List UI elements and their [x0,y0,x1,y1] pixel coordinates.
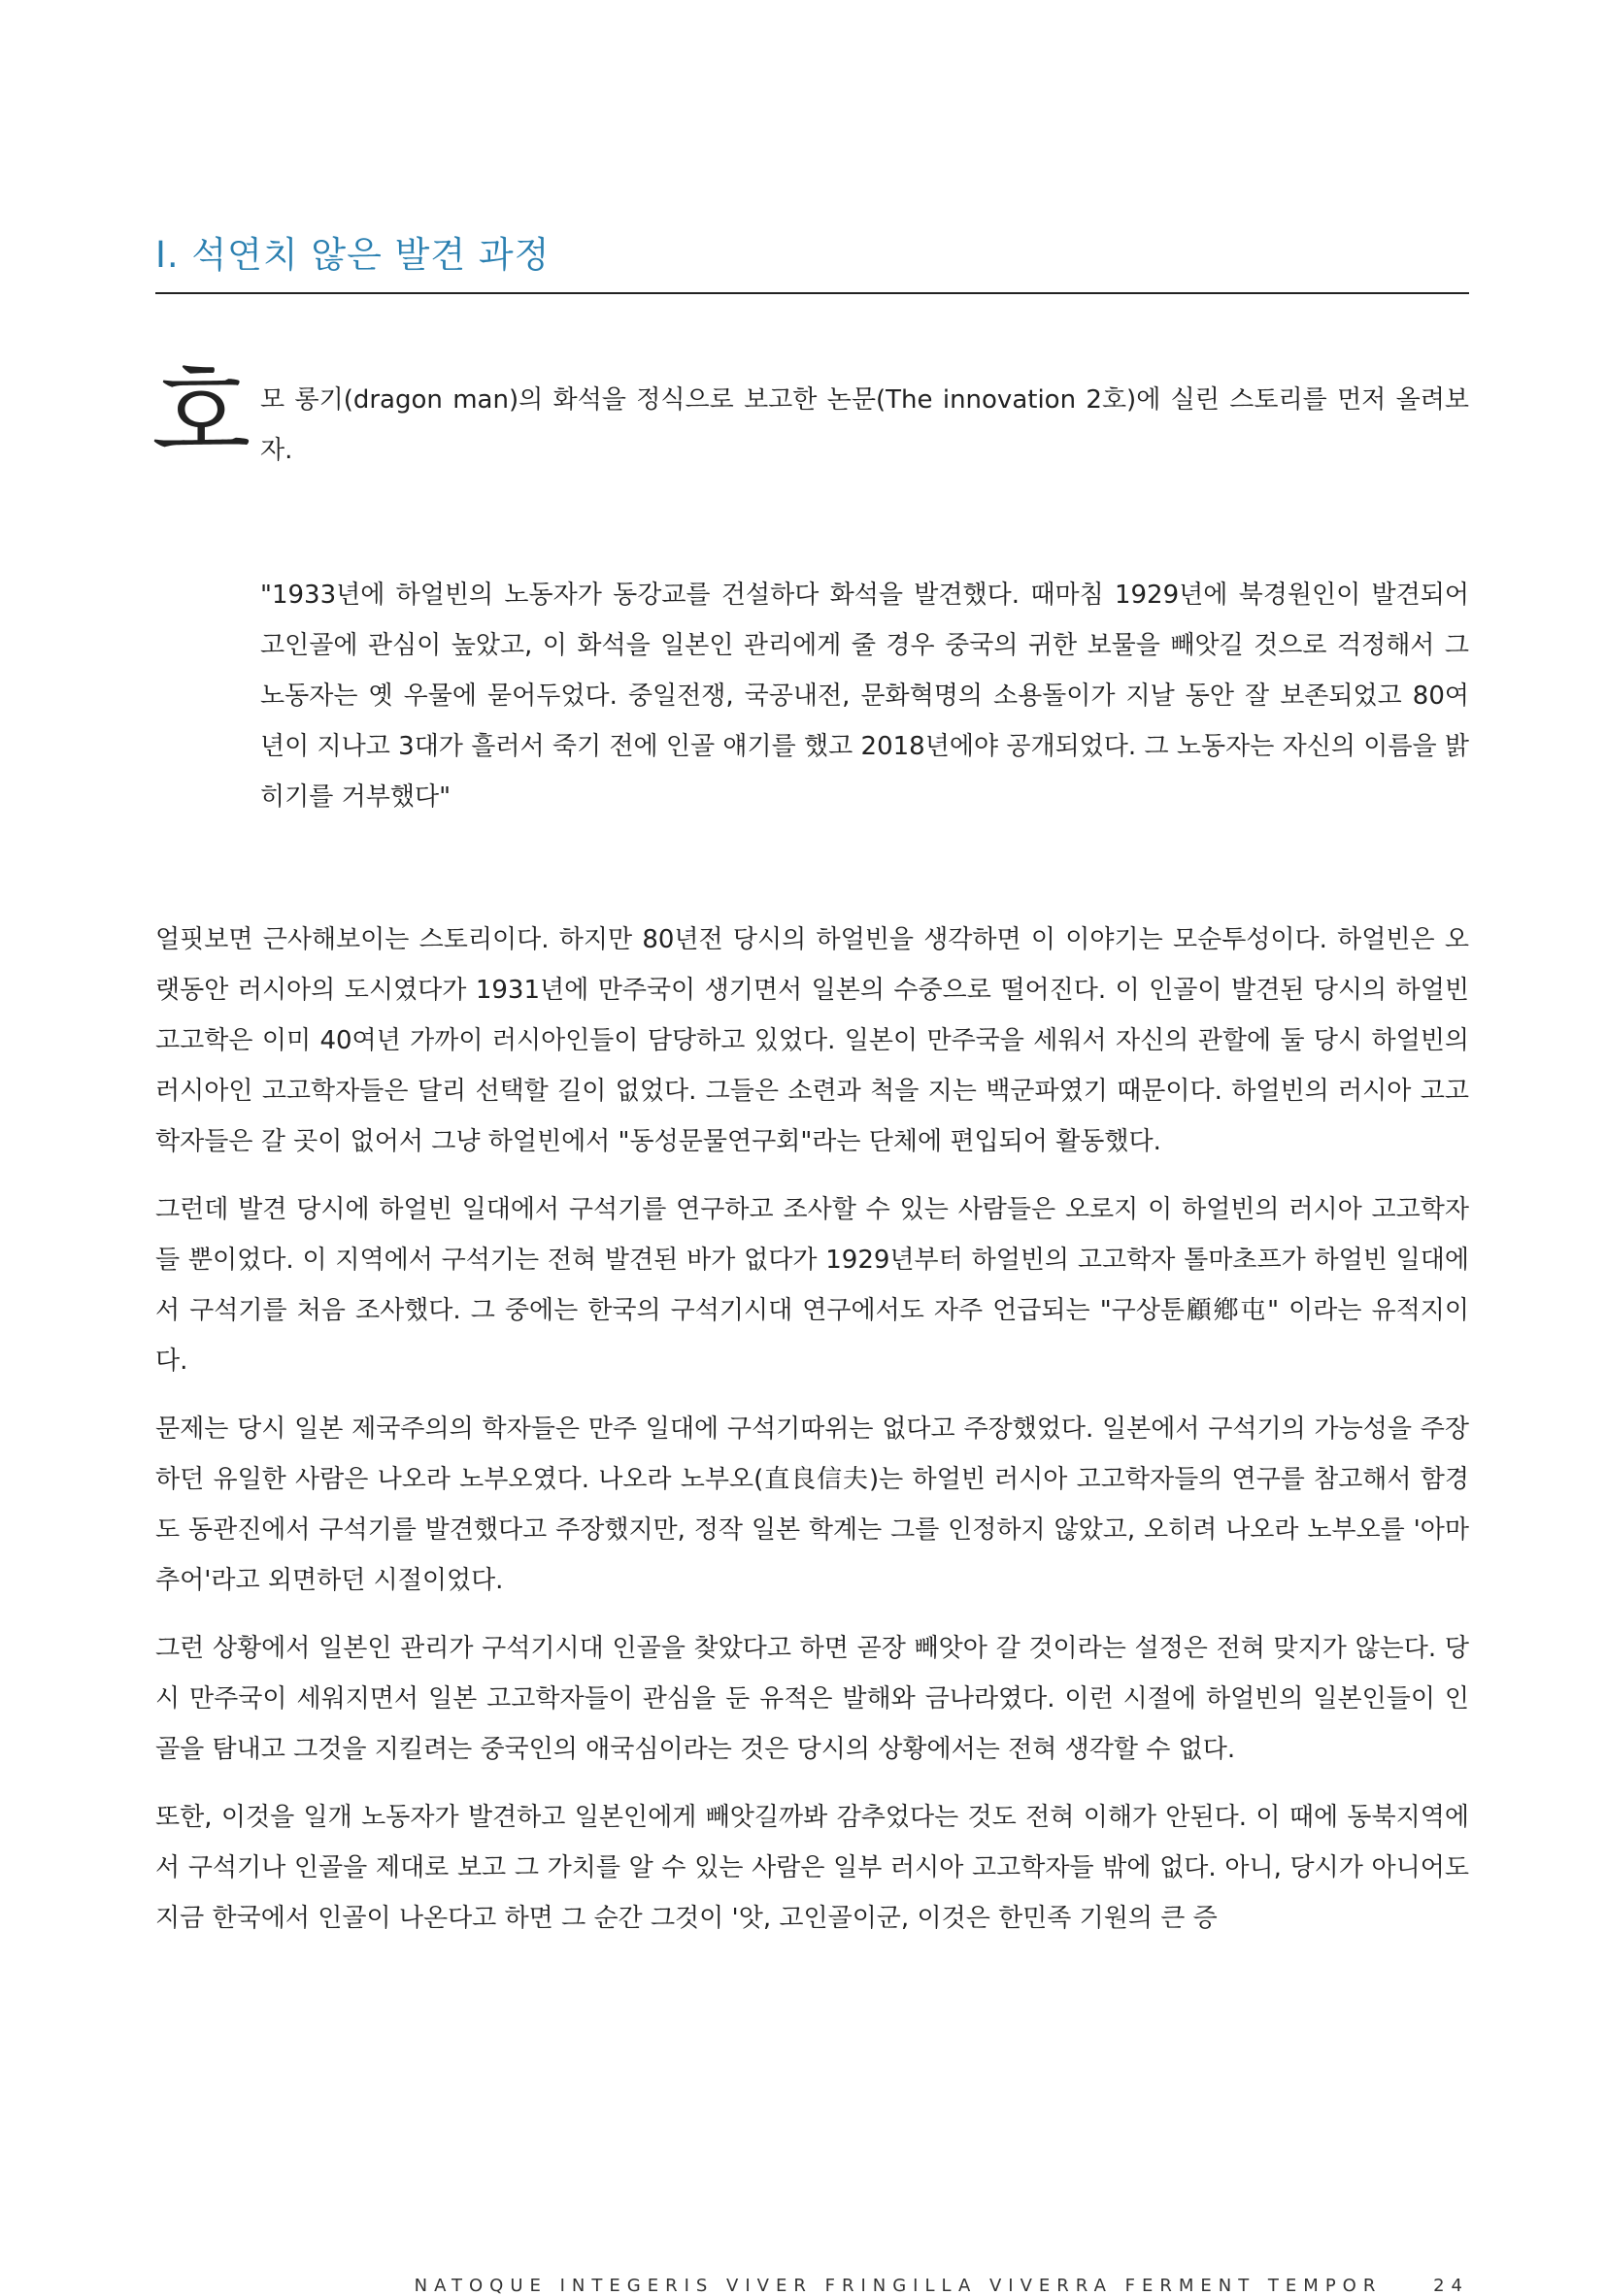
page-footer [155,2276,1469,2296]
intro-paragraph: 모 롱기(dragon man)의 화석을 정식으로 보고한 논문(The innovation 2호)에 실린 스토리를 먼저 올려보자. [260,385,1469,465]
running-title: NATOQUE INTEGERIS VIVER FRINGILLA VIVERRA FERMENT TEMPOR [414,2276,1383,2296]
paragraph-5: 또한, 이것을 일개 노동자가 발견하고 일본인에게 빼앗길까봐 감추었다는 것도 전혀 이해가 안된다. 이 때에 동북지역에서 구석기나 인골을 제대로 보고 그 가치를 알 수 있는 사람은 일부 러시아 고고학자들 밖에 없다. 아니, 당시가 아니어도 지금 한국에서 인골이 나온다고 하면 그 순간 그것이 '앗, 고인골이군, 이것은 한민족 기원의 큰 증 [155,1803,1469,1933]
page-number: 24 [1433,2276,1469,2296]
paragraph-2: 그런데 발견 당시에 하얼빈 일대에서 구석기를 연구하고 조사할 수 있는 사람들은 오로지 이 하얼빈의 러시아 고고학자들 뿐이었다. 이 지역에서 구석기는 전혀 발견된 바가 없다가 1929년부터 하얼빈의 고고학자 톨마초프가 하얼빈 일대에서 구석기를 처음 조사했다. 그 중에는 한국의 구석기시대 연구에서도 자주 언급되는 "구상툰顧鄕屯" 이라는 유적지이다. [155,1195,1469,1376]
heading-divider [155,292,1469,294]
section-heading: I. 석연치 않은 발견 과정 [155,234,551,276]
paragraph-1: 얼핏보면 근사해보이는 스토리이다. 하지만 80년전 당시의 하얼빈을 생각하면 이 이야기는 모순투성이다. 하얼빈은 오랫동안 러시아의 도시였다가 1931년에 만주국이 생기면서 일본의 수중으로 떨어진다. 이 인골이 발견된 당시의 하얼빈 고고학은 이미 40여년 가까이 러시아인들이 담당하고 있었다. 일본이 만주국을 세워서 자신의 관할에 둘 당시 하얼빈의 러시아인 고고학자들은 달리 선택할 길이 없었다. 그들은 소련과 척을 지는 백군파였기 때문이다. 하얼빈의 러시아 고고학자들은 갈 곳이 없어서 그냥 하얼빈에서 "동성문물연구회"라는 단체에 편입되어 활동했다. [155,925,1469,1156]
paragraph-3: 문제는 당시 일본 제국주의의 학자들은 만주 일대에 구석기따위는 없다고 주장했었다. 일본에서 구석기의 가능성을 주장하던 유일한 사람은 나오라 노부오였다. 나오라 노부오(直良信夫)는 하얼빈 러시아 고고학자들의 연구를 참고해서 함경도 동관진에서 구석기를 발견했다고 주장했지만, 정작 일본 학계는 그를 인정하지 않았고, 오히려 나오라 노부오를 '아마추어'라고 외면하던 시절이었다. [155,1414,1469,1595]
block-quote: "1933년에 하얼빈의 노동자가 동강교를 건설하다 화석을 발견했다. 때마침 1929년에 북경원인이 발견되어 고인골에 관심이 높았고, 이 화석을 일본인 관리에게 줄 경우 중국의 귀한 보물을 빼앗길 것으로 걱정해서 그 노동자는 옛 우물에 묻어두었다. 중일전쟁, 국공내전, 문화혁명의 소용돌이가 지날 동안 잘 보존되었고 80여 년이 지나고 3대가 흘러서 죽기 전에 인골 얘기를 했고 2018년에야 공개되었다. 그 노동자는 자신의 이름을 밝히기를 거부했다" [260,581,1469,812]
body-text [155,915,1469,1961]
drop-cap: 호 [151,354,251,474]
paragraph-4: 그런 상황에서 일본인 관리가 구석기시대 인골을 찾았다고 하면 곧장 빼앗아 갈 것이라는 설정은 전혀 맞지가 않는다. 당시 만주국이 세워지면서 일본 고고학자들이 관심을 둔 유적은 발해와 금나라였다. 이런 시절에 하얼빈의 일본인들이 인골을 탐내고 그것을 지킬려는 중국인의 애국심이라는 것은 당시의 상황에서는 전혀 생각할 수 없다. [155,1634,1469,1764]
